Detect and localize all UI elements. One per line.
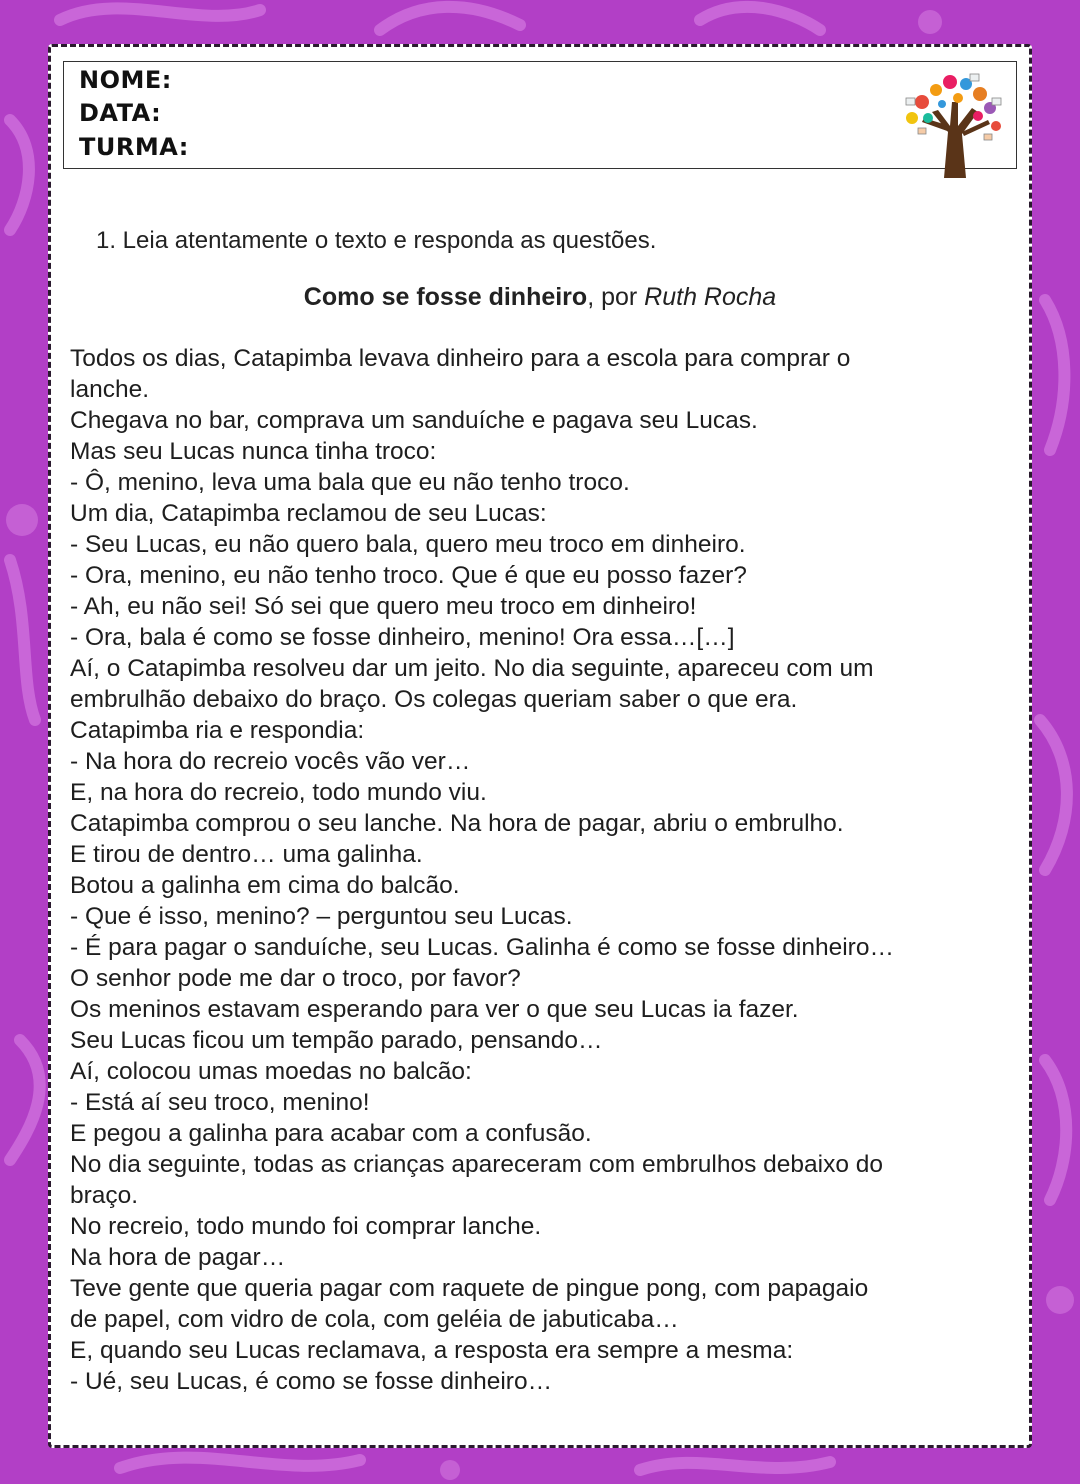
story-line: Catapimba comprou o seu lanche. Na hora de pagar, abriu o embrulho. (70, 810, 844, 837)
story-line: E, na hora do recreio, todo mundo viu. (70, 779, 487, 806)
story-line: Aí, o Catapimba resolveu dar um jeito. No dia seguinte, apareceu com um (70, 655, 874, 682)
story-line: - Ora, bala é como se fosse dinheiro, menino! Ora essa…[…] (70, 624, 735, 651)
story-line: No dia seguinte, todas as crianças apareceram com embrulhos debaixo do (70, 1151, 884, 1178)
story-line: embrulhão debaixo do braço. Os colegas queriam saber o que era. (70, 686, 798, 713)
story-author: Ruth Rocha (644, 283, 777, 311)
story-line: - Ué, seu Lucas, é como se fosse dinheiro… (70, 1368, 553, 1395)
story-line: Botou a galinha em cima do balcão. (70, 872, 460, 899)
story-line: Catapimba ria e respondia: (70, 717, 365, 744)
name-label: NOME: (79, 66, 172, 94)
story-title-text: Como se fosse dinheiro (303, 283, 588, 311)
story-line: E tirou de dentro… uma galinha. (70, 841, 423, 868)
tree-with-books-icon (892, 62, 1014, 178)
story-line: No recreio, todo mundo foi comprar lanche. (70, 1213, 542, 1240)
story-line: E pegou a galinha para acabar com a confusão. (70, 1120, 592, 1147)
story-line: O senhor pode me dar o troco, por favor? (70, 965, 521, 992)
story-line: - Seu Lucas, eu não quero bala, quero meu troco em dinheiro. (70, 531, 746, 558)
story-line: Na hora de pagar… (70, 1244, 286, 1271)
class-label: TURMA: (79, 133, 189, 161)
story-title (51, 283, 1029, 312)
story-line: - Que é isso, menino? – perguntou seu Lucas. (70, 903, 573, 930)
story-line: - Ora, menino, eu não tenho troco. Que é que eu posso fazer? (70, 562, 747, 589)
date-label: DATA: (79, 99, 162, 127)
story-line: Teve gente que queria pagar com raquete de pingue pong, com papagaio (70, 1275, 869, 1302)
story-line: - Ô, menino, leva uma bala que eu não tenho troco. (70, 469, 630, 496)
story-line: E, quando seu Lucas reclamava, a resposta era sempre a mesma: (70, 1337, 794, 1364)
story-line: Chegava no bar, comprava um sanduíche e pagava seu Lucas. (70, 407, 758, 434)
story-line: Um dia, Catapimba reclamou de seu Lucas: (70, 500, 547, 527)
story-line: braço. (70, 1182, 139, 1209)
story-line: - Está aí seu troco, menino! (70, 1089, 370, 1116)
story-line: de papel, com vidro de cola, com geléia de jabuticaba… (70, 1306, 679, 1333)
story-text (70, 343, 1010, 1397)
story-line: - É para pagar o sanduíche, seu Lucas. Galinha é como se fosse dinheiro… (70, 934, 894, 961)
story-line: Aí, colocou umas moedas no balcão: (70, 1058, 472, 1085)
story-line: - Ah, eu não sei! Só sei que quero meu troco em dinheiro! (70, 593, 697, 620)
story-line: - Na hora do recreio vocês vão ver… (70, 748, 471, 775)
story-line: Todos os dias, Catapimba levava dinheiro para a escola para comprar o (70, 345, 851, 372)
story-line: Mas seu Lucas nunca tinha troco: (70, 438, 437, 465)
story-line: Seu Lucas ficou um tempão parado, pensando… (70, 1027, 603, 1054)
instruction-text: 1. Leia atentamente o texto e responda as questões. (96, 227, 657, 254)
worksheet (48, 44, 1032, 1448)
story-line: Os meninos estavam esperando para ver o que seu Lucas ia fazer. (70, 996, 799, 1023)
story-title-by: , por (587, 283, 645, 311)
story-line: lanche. (70, 376, 150, 403)
student-info-box (63, 61, 1017, 169)
